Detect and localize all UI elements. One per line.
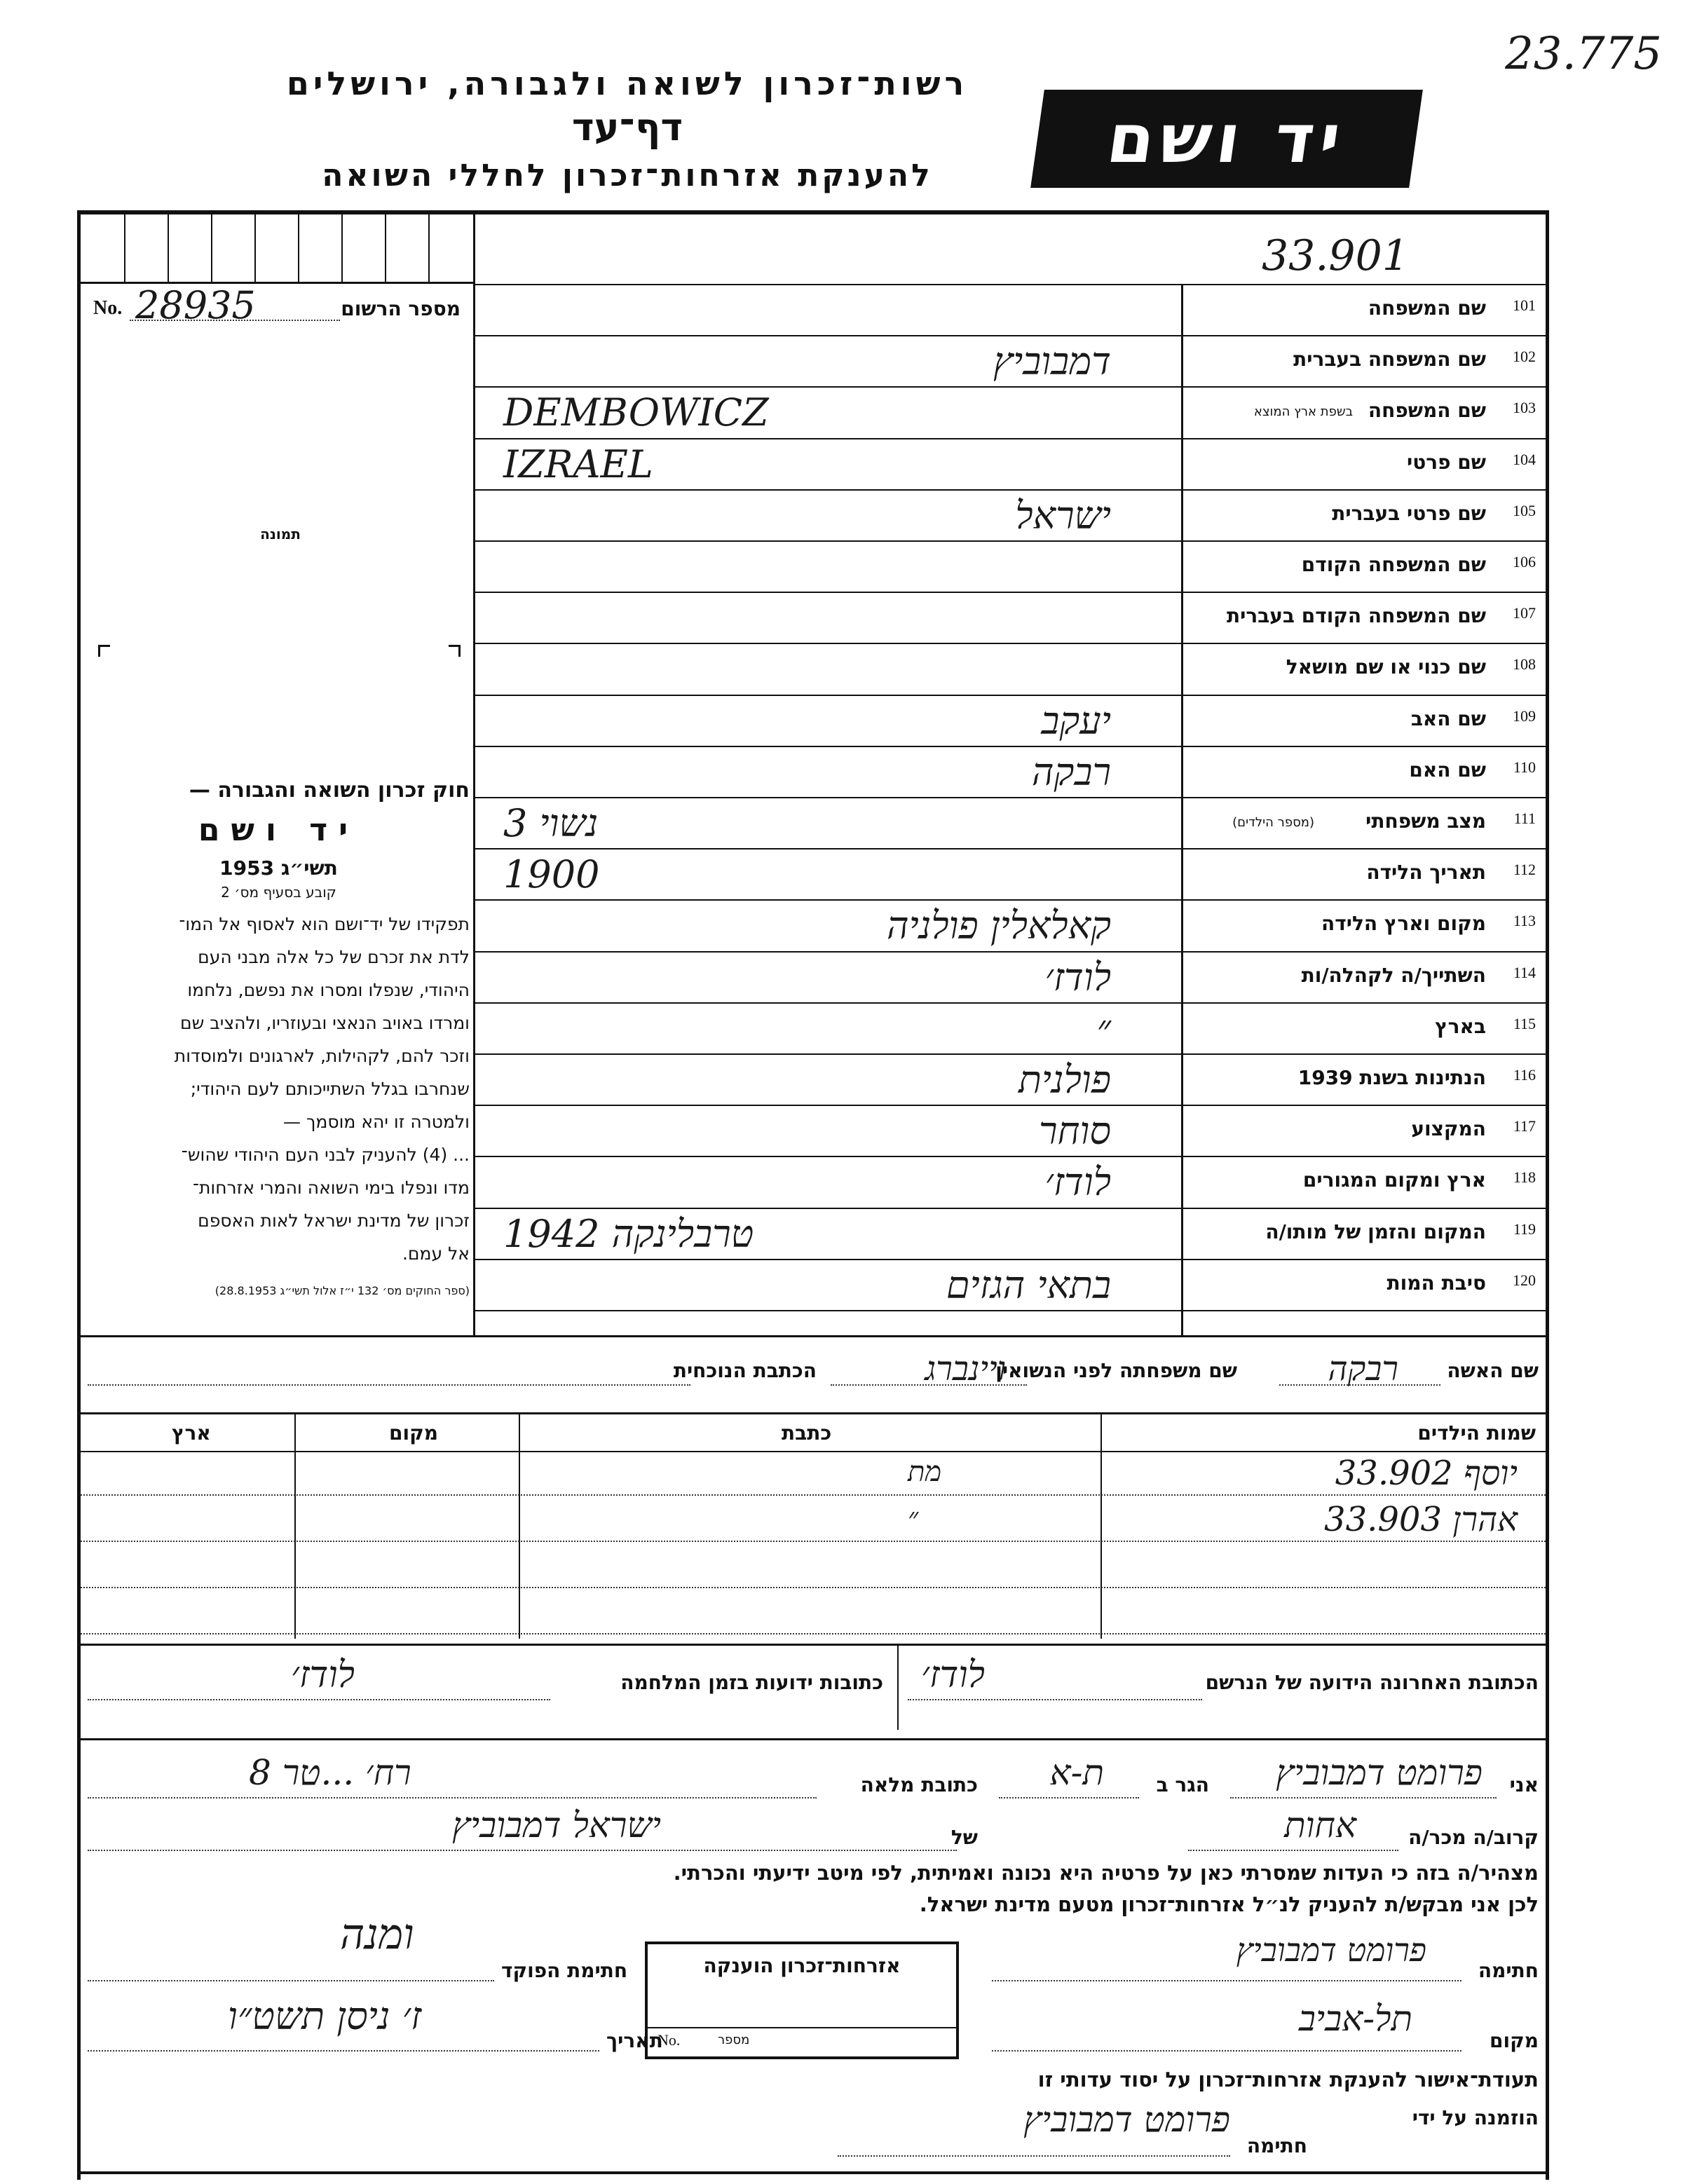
field-label: שם פרטי בעברית xyxy=(1332,501,1486,525)
field-row-103 xyxy=(475,388,1546,439)
field-row-112 xyxy=(475,849,1546,901)
field-label: שם האם xyxy=(1409,758,1486,782)
top-left-boxes xyxy=(81,214,473,285)
photo-label: תמונה xyxy=(260,526,301,542)
field-number: 119 xyxy=(1513,1220,1536,1238)
children-header: ארץ xyxy=(172,1421,211,1445)
field-row-102 xyxy=(475,336,1546,388)
law-footnote: (ספר החוקים מס׳ 132 י״ז אלול תשי״ג 28.8.1953) xyxy=(214,1284,470,1297)
field-label: שם המשפחה xyxy=(1368,296,1486,320)
field-value: לודז׳ xyxy=(1044,1160,1111,1205)
yad-vashem-logo: יד ושם xyxy=(1030,90,1423,188)
field-value: ״ xyxy=(1096,1006,1111,1051)
field-row-101 xyxy=(475,285,1546,336)
citizenship-granted-box: אזרחות־זכרון הוענקה No. מספר xyxy=(645,1941,959,2059)
field-label: שם המשפחה הקודם בעברית xyxy=(1226,604,1486,628)
field-value: טרבלינקה 1942 xyxy=(503,1211,754,1256)
field-value: 1900 xyxy=(503,852,600,897)
field-label: שם כנוי או שם מושאל xyxy=(1286,655,1486,679)
field-row-105 xyxy=(475,491,1546,542)
law-text-line: זכרון של מדינת ישראל לאות האספם xyxy=(198,1210,470,1231)
field-number: 103 xyxy=(1513,399,1536,417)
field-value: לודז׳ xyxy=(1044,955,1111,999)
field-label: סיבת המות xyxy=(1386,1271,1486,1295)
last-address-row: הכתובת האחרונה הידועה של הנרשם לודז׳ כתובות ידועות בזמן המלחמה לודז׳ xyxy=(88,1654,1539,1731)
field-number: 113 xyxy=(1513,912,1536,930)
field-label: שם פרטי xyxy=(1406,450,1486,474)
field-label: תאריך הלידה xyxy=(1366,861,1486,885)
law-text-line: וזכר להם, לקהילות, לארגונים ולמוסדות xyxy=(174,1046,470,1066)
field-number: 112 xyxy=(1513,861,1536,879)
field-row-107 xyxy=(475,593,1546,644)
certificate-line1: תעודת־אישור להענקת אזרחות־זכרון על יסוד עדותי זו xyxy=(1037,2068,1539,2091)
field-row-114 xyxy=(475,953,1546,1004)
field-value: פולנית xyxy=(1018,1058,1111,1102)
field-number: 108 xyxy=(1513,655,1536,674)
field-number: 101 xyxy=(1513,296,1536,314)
field-row-104 xyxy=(475,439,1546,491)
field-label-small: בשפת ארץ המוצא xyxy=(1253,404,1353,420)
field-row-117 xyxy=(475,1106,1546,1157)
field-number: 109 xyxy=(1513,707,1536,725)
field-row-120 xyxy=(475,1260,1546,1311)
field-value: דמבוביץ xyxy=(993,339,1111,384)
field-number: 104 xyxy=(1513,450,1536,468)
field-label: הנתינות בשנת 1939 xyxy=(1297,1066,1486,1089)
law-title: חוק זכרון השואה והגבורה — xyxy=(189,778,470,803)
law-text-line: אל עמם. xyxy=(402,1243,470,1264)
children-header: כתבת xyxy=(782,1421,832,1445)
header-line2: דף־עד xyxy=(571,105,683,149)
field-row-119 xyxy=(475,1209,1546,1260)
field-label: שם המשפחה xyxy=(1368,399,1486,423)
field-label: המקום והזמן של מותו/ה xyxy=(1265,1220,1486,1243)
children-table xyxy=(81,1414,1546,1646)
law-text-line: לדת את זכרם של כל אלה מבני העם xyxy=(198,947,470,967)
field-value: ישראל xyxy=(1015,493,1111,538)
field-number: 110 xyxy=(1513,758,1536,776)
field-label: שם האב xyxy=(1410,707,1486,730)
field-value: בתאי הגזים xyxy=(946,1262,1111,1307)
law-text-line: תפקידו של יד־ושם הוא לאסוף אל המו־ xyxy=(179,914,470,934)
top-corner-number: 23.775 xyxy=(1505,28,1662,80)
field-label: המקצוע xyxy=(1411,1117,1486,1141)
wife-row: שם האשה רבקה שם משפחתה לפני הנשואין ויינברג הכתבת הנוכחית xyxy=(88,1349,1539,1391)
law-section: קובע בסעיף מס׳ 2 xyxy=(221,884,336,901)
field-row-106 xyxy=(475,542,1546,593)
registration-number-row: No. 28935 מספר הרשום xyxy=(93,283,461,327)
field-row-109 xyxy=(475,696,1546,747)
field-label: מצב משפחתי xyxy=(1365,810,1486,833)
law-box xyxy=(88,778,470,1297)
law-text xyxy=(88,908,470,1270)
field-row-115 xyxy=(475,1004,1546,1055)
declaration-text-1: מצהיר/ה בזה כי העדות שמסרתי כאן על פרטיה היא נכונה ואמיתית, לפי מיטב ידיעתי והכרתי. xyxy=(673,1861,1539,1885)
field-number: 115 xyxy=(1513,1014,1536,1032)
child-name: יוסף 33.902 xyxy=(1335,1454,1518,1493)
field-value: DEMBOWICZ xyxy=(503,390,769,435)
child-address: מת xyxy=(908,1456,942,1488)
field-label: שם המשפחה הקודם xyxy=(1301,553,1486,576)
declarant-line2: קרוב/ה מכר/ה אחות של ישראל דמבוביץ xyxy=(88,1805,1539,1854)
field-number: 116 xyxy=(1513,1066,1536,1084)
field-row-116 xyxy=(475,1055,1546,1106)
field-label: מקום וארץ הלידה xyxy=(1321,912,1486,936)
field-number: 120 xyxy=(1513,1271,1536,1289)
field-label: השתייך/ה לקהלה/ות xyxy=(1301,963,1486,987)
field-row-110 xyxy=(475,747,1546,798)
field-number: 102 xyxy=(1513,348,1536,366)
law-year: תשי״ג 1953 xyxy=(219,856,338,880)
signature-row: חתימה פרומט דמבוביץ חתימת הפוקד ומנה xyxy=(88,1924,1539,1987)
field-number: 106 xyxy=(1513,553,1536,571)
field-number: 114 xyxy=(1513,963,1536,981)
top-handwritten-number: 33.901 xyxy=(1262,231,1409,280)
declaration-text-2: לכן אני מבקש/ת להעניק לנ״ל אזרחות־זכרון מטעם מדינת ישראל. xyxy=(919,1892,1539,1916)
law-text-line: ולמטרה זו יהא מוסמך — xyxy=(283,1112,470,1132)
children-header: מקום xyxy=(389,1421,438,1445)
declarant-line1: אני פרומט דמבוביץ הגר ב ת-א כתובת מלאה רח׳ ...טר 8 xyxy=(88,1752,1539,1801)
field-label: ארץ ומקום המגורים xyxy=(1302,1168,1486,1192)
law-text-line: שנחרבו בגלל השתייכותם לעם היהודי; xyxy=(190,1079,470,1099)
header-line1: רשות־זכרון לשואה ולגבורה, ירושלים xyxy=(286,64,969,102)
law-text-line: ומרדו באויב הנאצי ובעוזריו, ולהציב שם xyxy=(180,1013,470,1033)
field-value: סוחר xyxy=(1038,1109,1111,1154)
field-row-113 xyxy=(475,901,1546,952)
header-line3: להענקת אזרחות־זכרון לחללי השואה xyxy=(322,158,933,193)
field-value: יעקב xyxy=(1041,698,1111,743)
field-number: 118 xyxy=(1513,1168,1536,1187)
field-row-118 xyxy=(475,1157,1546,1208)
child-name: אהרן 33.903 xyxy=(1324,1500,1518,1539)
law-text-line: היהודי, שנפלו ומסרו את נפשם, נלחמו xyxy=(187,980,470,1000)
field-label-small: (מספר הילדים) xyxy=(1232,815,1314,830)
field-label: בארץ xyxy=(1435,1014,1486,1038)
field-number: 117 xyxy=(1513,1117,1536,1135)
field-number: 107 xyxy=(1513,604,1536,622)
child-address: ״ xyxy=(908,1502,919,1534)
field-label: שם המשפחה בעברית xyxy=(1293,348,1486,371)
field-number: 105 xyxy=(1513,501,1536,519)
field-value: קאלאלין פולניה xyxy=(886,903,1111,948)
field-row-108 xyxy=(475,644,1546,695)
field-row-111 xyxy=(475,798,1546,849)
law-name: יד ושם xyxy=(198,812,360,848)
law-text-line: ... (4) להעניק לבני העם היהודי שהוש־ xyxy=(181,1145,470,1165)
certificate-line2: הוזמנה על ידי חתימה פרומט דמבוביץ xyxy=(88,2099,1539,2162)
field-value: IZRAEL xyxy=(503,442,653,486)
field-value: נשוי 3 xyxy=(503,801,599,845)
place-date-row: מקום תל-אביב תאריך ז׳ ניסן תשט״ו xyxy=(88,1994,1539,2057)
field-value: רבקה xyxy=(1031,749,1111,794)
field-number: 111 xyxy=(1513,810,1536,827)
children-header: שמות הילדים xyxy=(1417,1421,1536,1445)
law-text-line: מדו ונפלו בימי השואה והמרי אזרחות־ xyxy=(192,1178,470,1198)
